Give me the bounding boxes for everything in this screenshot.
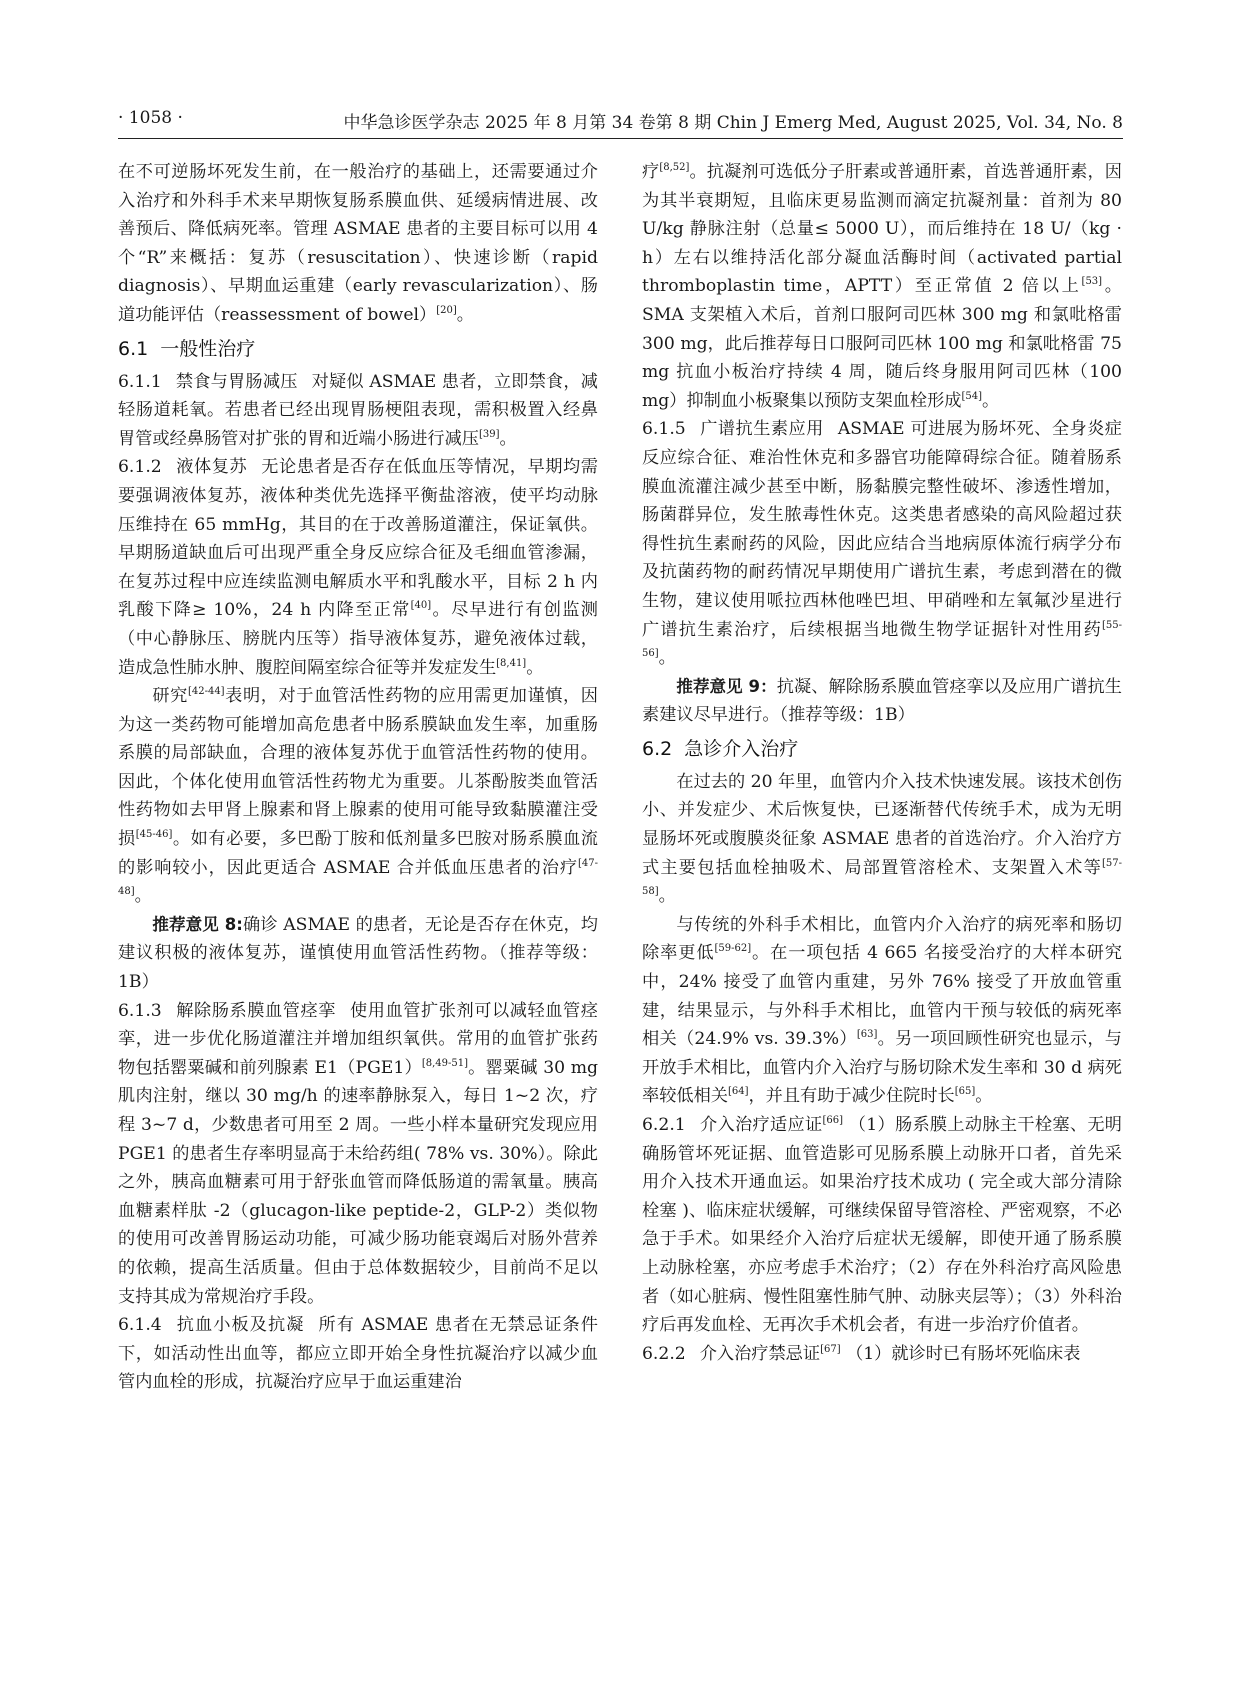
citation: [63] [856, 1029, 878, 1041]
subsection-6-2-2 [642, 1340, 1122, 1369]
punct: 。 [134, 886, 152, 907]
subsection-title: 抗血小板及抗凝 [175, 1315, 305, 1336]
subsection-title: 广谱抗生素应用 [699, 419, 824, 440]
citation: [64] [727, 1086, 749, 1098]
citation: [67] [820, 1343, 841, 1355]
comparison-paragraph [642, 911, 1122, 1111]
subsection-6-2-1 [642, 1111, 1122, 1340]
subsection-text: （1）就诊时已有肠坏死临床表 [846, 1343, 1081, 1364]
subsection-text: 。尽早进行有创监测（中心静脉压、膀胱内压等）指导液体复苏，避免液体过载，造成急性肺水肿、腹腔间隔室综合征等并发症发生 [118, 600, 598, 678]
recommendation-9 [642, 673, 1122, 730]
paragraph-text: 在过去的 20 年里，血管内介入技术快速发展。该技术创伤小、并发症少、术后恢复快，已逐渐替代传统手术，成为无明显肠坏死或腹膜炎征象 ASMAE 患者的首选治疗。介入治疗方式主要包括血栓抽吸术、局部置管溶栓术、支架置入术等 [642, 771, 1122, 878]
subsection-title: 液体复苏 [175, 457, 248, 478]
intro-paragraph [118, 158, 598, 330]
citation: [47-48] [118, 857, 598, 898]
punct: 。 [658, 886, 676, 907]
subsection-6-1-1 [118, 368, 598, 454]
header-rule [118, 138, 1123, 139]
citation: [8,41] [496, 657, 527, 669]
citation: [8,49-51] [421, 1057, 468, 1069]
paragraph-text: 。如有必要，多巴酚丁胺和低剂量多巴胺对肠系膜血流的影响较小，因此更适合 ASMAE 合并低血压患者的治疗 [118, 829, 598, 878]
subsection-title: 禁食与胃肠减压 [175, 371, 298, 392]
intervention-paragraph [642, 768, 1122, 911]
citation: [39] [478, 428, 500, 440]
paragraph-text: 。抗凝剂可选低分子肝素或普通肝素，首选普通肝素，因为其半衰期短，且临床更易监测而滴定抗凝剂量：首剂为 80 U/kg 静脉注射（总量≤ 5000 U），而后维持在 18 U/（kg · h）左右以维持活化部分凝血活酶时间（activated partial thromboplastin time，APTT）至正常值 2 倍以上 [642, 162, 1122, 297]
punct: 。 [456, 304, 474, 325]
subsection-number: 6.1.1 [118, 371, 162, 392]
punct: 。 [658, 648, 676, 669]
recommendation-label: 推荐意见 9： [676, 676, 777, 696]
paragraph-text: 疗 [642, 162, 660, 182]
subsection-6-1-2 [118, 453, 598, 682]
subsection-number: 6.1.3 [118, 1000, 162, 1021]
subsection-number: 6.1.5 [642, 419, 686, 440]
right-column [642, 158, 1122, 1368]
citation: [42-44] [187, 686, 225, 698]
citation: [8,52] [659, 162, 690, 173]
research-paragraph [118, 682, 598, 911]
paragraph-text: 。SMA 支架植入术后，首剂口服阿司匹林 300 mg 和氯吡格雷 300 mg，此后推荐每日口服阿司匹林 100 mg 和氯吡格雷 75 mg 抗血小板治疗持续 4 周，随后终身服用阿司匹林（100 mg）抑制血小板聚集以预防支架血栓形成 [642, 276, 1122, 411]
subsection-6-1-4 [118, 1311, 598, 1397]
paragraph-text: 与传统的外科手术相比，血管内介入治疗的病死率和肠切除率更低 [642, 914, 1122, 964]
section-heading-6-1 [118, 334, 598, 364]
recommendation-8 [118, 911, 598, 997]
subsection-text: 使用血管扩张剂可以减轻血管痉挛，进一步优化肠道灌注并增加组织氧供。常用的血管扩张药物包括罂粟碱和前列腺素 E1（PGE1） [118, 1000, 598, 1078]
subsection-number: 6.1.4 [118, 1315, 162, 1336]
subsection-text: （1）肠系膜上动脉主干栓塞、无明确肠管坏死证据、血管造影可见肠系膜上动脉开口者，首先采用介入技术开通血运。如果治疗技术成功 ( 完全或大部分清除栓塞 )、临床症状缓解，可继续保留导管溶栓、严密观察，不必急于手术。如果经介入治疗后症状无缓解，即使开通了肠系膜上动脉栓塞，亦应考虑手术治疗；（2）存在外科治疗高风险患者（如心脏病、慢性阻塞性肺气肿、动脉夹层等）；（3）外科治疗后再发血栓、无再次手术机会者，有进一步治疗价值者。 [642, 1115, 1122, 1336]
recommendation-label: 推荐意见 8: [152, 914, 243, 934]
subsection-text: 。罂粟碱 30 mg 肌肉注射，继以 30 mg/h 的速率静脉泵入，每日 1~2 次，疗程 3~7 d，少数患者可用至 2 周。一些小样本量研究发现应用 PGE1 的患者生存率明显高于未给药组( 78% vs. 30%）。除此之外，胰高血糖素可用于舒张血管而降低肠道的需氧量。胰高血糖素样肽 -2（glucagon-like peptide-2，GLP-2）类似物的使用可改善胃肠运动功能，可减少肠功能衰竭后对肠外营养的依赖，提高生活质量。但由于总体数据较少，目前尚不足以支持其成为常规治疗手段。 [118, 1057, 598, 1307]
running-title: 中华急诊医学杂志 2025 年 8 月第 34 卷第 8 期 Chin J Emerg Med, August 2025, Vol. 34, No. 8 [343, 113, 1123, 133]
paragraph-text: 。另一项回顾性研究也显示，与开放手术相比，血管内介入治疗与肠切除术发生率和 30 d 病死率较低相关 [642, 1029, 1122, 1107]
intro-text: 在不可逆肠坏死发生前，在一般治疗的基础上，还需要通过介入治疗和外科手术来早期恢复肠系膜血供、延缓病情进展、改善预后、降低病死率。管理 ASMAE 患者的主要目标可以用 4 个“R”来概括：复苏（resuscitation）、快速诊断（rapid diagnosis）、早期血运重建（early revascularization）、肠道功能评估（reassessment of bowel） [118, 162, 598, 325]
citation: [59-62] [714, 943, 752, 955]
section-number: 6.2 [642, 737, 673, 760]
page-header [118, 108, 1123, 138]
subsection-text: 无论患者是否存在低血压等情况，早期均需要强调液体复苏，液体种类优先选择平衡盐溶液，使平均动脉压维持在 65 mmHg，其目的在于改善肠道灌注，保证氧供。早期肠道缺血后可出现严重全身反应综合征及毛细血管渗漏，在复苏过程中应连续监测电解质水平和乳酸水平，目标 2 h 内乳酸下降≥ 10%，24 h 内降至正常 [118, 457, 598, 621]
subsection-title: 解除肠系膜血管痉挛 [175, 1000, 337, 1021]
section-heading-6-2 [642, 734, 1122, 764]
citation: [57-58] [642, 857, 1122, 898]
punct: 。 [499, 428, 517, 449]
citation: [65] [954, 1086, 976, 1098]
punct: 。 [982, 390, 1000, 411]
subsection-text: 对疑似 ASMAE 患者，立即禁食，减轻肠道耗氧。若患者已经出现胃肠梗阻表现，需积极置入经鼻胃管或经鼻肠管对扩张的胃和近端小肠进行减压 [118, 371, 598, 449]
page-number: · 1058 · [118, 108, 183, 128]
punct: 。 [526, 657, 544, 678]
punct: 。 [975, 1086, 993, 1107]
section-number: 6.1 [118, 337, 149, 360]
citation: [53] [1081, 276, 1103, 288]
recommendation-text: 抗凝、解除肠系膜血管痉挛以及应用广谱抗生素建议尽早进行。（推荐等级：1B） [642, 676, 1122, 726]
subsection-number: 6.2.1 [642, 1115, 686, 1135]
anticoag-paragraph [642, 158, 1122, 415]
subsection-number: 6.2.2 [642, 1343, 686, 1364]
subsection-text: ASMAE 可进展为肠坏死、全身炎症反应综合征、难治性休克和多器官功能障碍综合征。随着肠系膜血流灌注减少甚至中断，肠黏膜完整性破坏、渗透性增加，肠菌群异位，发生脓毒性休克。这类患者感染的高风险超过获得性抗生素耐药的风险，因此应结合当地病原体流行病学分布及抗菌药物的耐药情况早期使用广谱抗生素，考虑到潜在的微生物，建议使用哌拉西林他唑巴坦、甲硝唑和左氧氟沙星进行广谱抗生素治疗，后续根据当地微生物学证据针对性用药 [642, 419, 1122, 640]
paragraph-text: ，并且有助于减少住院时长 [748, 1086, 955, 1107]
paragraph-text: 表明，对于血管活性药物的应用需更加谨慎，因为这一类药物可能增加高危患者中肠系膜缺血发生率，加重肠系膜的局部缺血，合理的液体复苏优于血管活性药物的使用。因此，个体化使用血管活性药物尤为重要。儿茶酚胺类血管活性药物如去甲肾上腺素和肾上腺素的使用可能导致黏膜灌注受损 [118, 686, 598, 850]
paragraph-text: 研究 [152, 686, 188, 707]
subsection-text: 所有 ASMAE 患者在无禁忌证条件下，如活动性出血等，都应立即开始全身性抗凝治疗以减少血管内血栓的形成，抗凝治疗应早于血运重建治 [118, 1315, 598, 1393]
citation: [45-46] [135, 829, 173, 841]
paragraph-text: 。在一项包括 4 665 名接受治疗的大样本研究中，24% 接受了血管内重建，另外 76% 接受了开放血管重建，结果显示，与外科手术相比，血管内干预与较低的病死率相关（24.9% vs. 39.3%） [642, 943, 1122, 1050]
subsection-number: 6.1.2 [118, 457, 162, 478]
citation: [66] [822, 1115, 843, 1126]
subsection-6-1-3 [118, 997, 598, 1312]
subsection-title: 介入治疗适应证 [699, 1115, 823, 1135]
citation: [54] [961, 390, 983, 402]
subsection-6-1-5 [642, 415, 1122, 672]
section-title: 急诊介入治疗 [684, 737, 799, 760]
subsection-title: 介入治疗禁忌证 [699, 1343, 821, 1364]
recommendation-text: 确诊 ASMAE 的患者，无论是否存在休克，均建议积极的液体复苏，谨慎使用血管活性药物。（推荐等级：1B） [118, 914, 598, 993]
section-title: 一般性治疗 [160, 337, 256, 360]
citation: [55-56] [642, 619, 1122, 660]
left-column [118, 158, 598, 1397]
citation: [20] [436, 304, 457, 316]
citation: [40] [410, 600, 432, 612]
